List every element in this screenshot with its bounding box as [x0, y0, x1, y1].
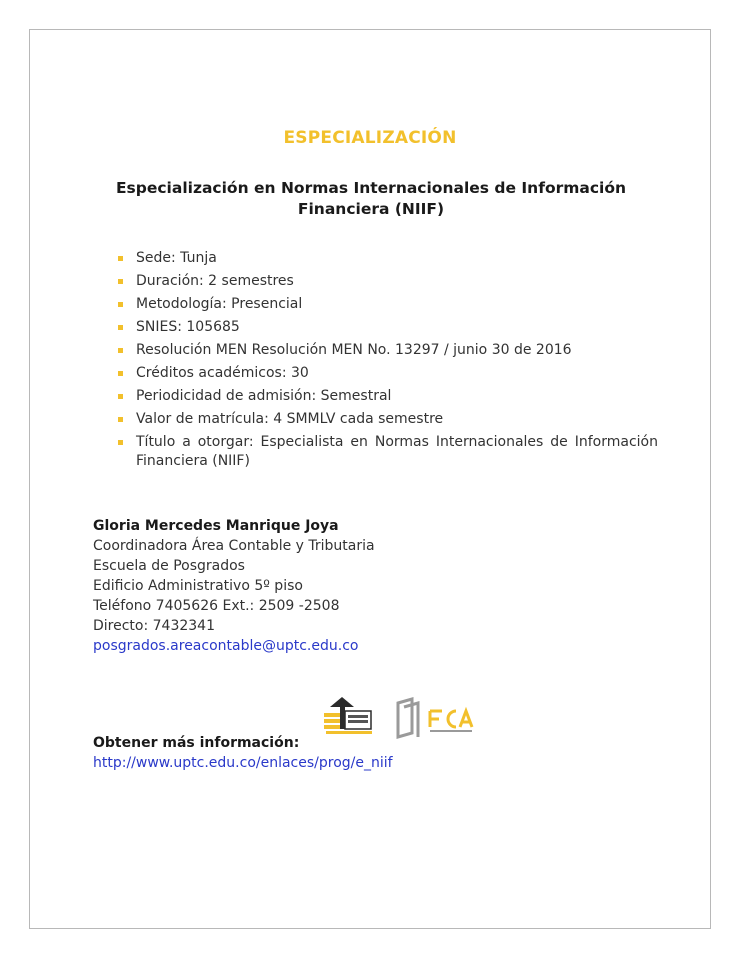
bullet-icon	[118, 417, 123, 422]
contact-direct: Directo: 7432341	[93, 618, 216, 634]
contact-school: Escuela de Posgrados	[93, 558, 245, 574]
list-item: Título a otorgar: Especialista en Normas Internacionales de Información Financiera (NIIF)	[118, 433, 658, 471]
contact-block	[93, 516, 375, 656]
contact-phone: Teléfono 7405626 Ext.: 2509 -2508	[93, 598, 340, 614]
bullet-icon	[118, 348, 123, 353]
more-info-label: Obtener más información:	[93, 735, 300, 751]
bullet-icon	[118, 279, 123, 284]
contact-name: Gloria Mercedes Manrique Joya	[93, 518, 339, 534]
list-item: Créditos académicos: 30	[118, 362, 658, 385]
contact-building: Edificio Administrativo 5º piso	[93, 578, 303, 594]
contact-email-link[interactable]: posgrados.areacontable@uptc.edu.co	[93, 638, 359, 654]
list-item: Valor de matrícula: 4 SMMLV cada semestre	[118, 408, 658, 431]
document-page	[29, 29, 711, 929]
program-details-list	[118, 247, 658, 471]
list-item: Sede: Tunja	[118, 247, 658, 270]
bullet-icon	[118, 325, 123, 330]
list-item: Resolución MEN Resolución MEN No. 13297 / junio 30 de 2016	[118, 339, 658, 362]
section-heading: ESPECIALIZACIÓN	[283, 128, 457, 148]
bullet-icon	[118, 302, 123, 307]
list-item: Duración: 2 semestres	[118, 270, 658, 293]
list-item: Metodología: Presencial	[118, 293, 658, 316]
bullet-icon	[118, 371, 123, 376]
bullet-icon	[118, 440, 123, 445]
fca-logo	[390, 693, 480, 743]
list-item: Periodicidad de admisión: Semestral	[118, 385, 658, 408]
list-item: SNIES: 105685	[118, 316, 658, 339]
program-title: Especialización en Normas Internacionales de Información Financiera (NIIF)	[115, 179, 627, 218]
contact-role: Coordinadora Área Contable y Tributaria	[93, 538, 375, 554]
bullet-icon	[118, 256, 123, 261]
more-info-block	[93, 733, 393, 773]
bullet-icon	[118, 394, 123, 399]
more-info-link[interactable]: http://www.uptc.edu.co/enlaces/prog/e_niif	[93, 755, 393, 771]
fca-logo-wrap	[390, 693, 480, 743]
